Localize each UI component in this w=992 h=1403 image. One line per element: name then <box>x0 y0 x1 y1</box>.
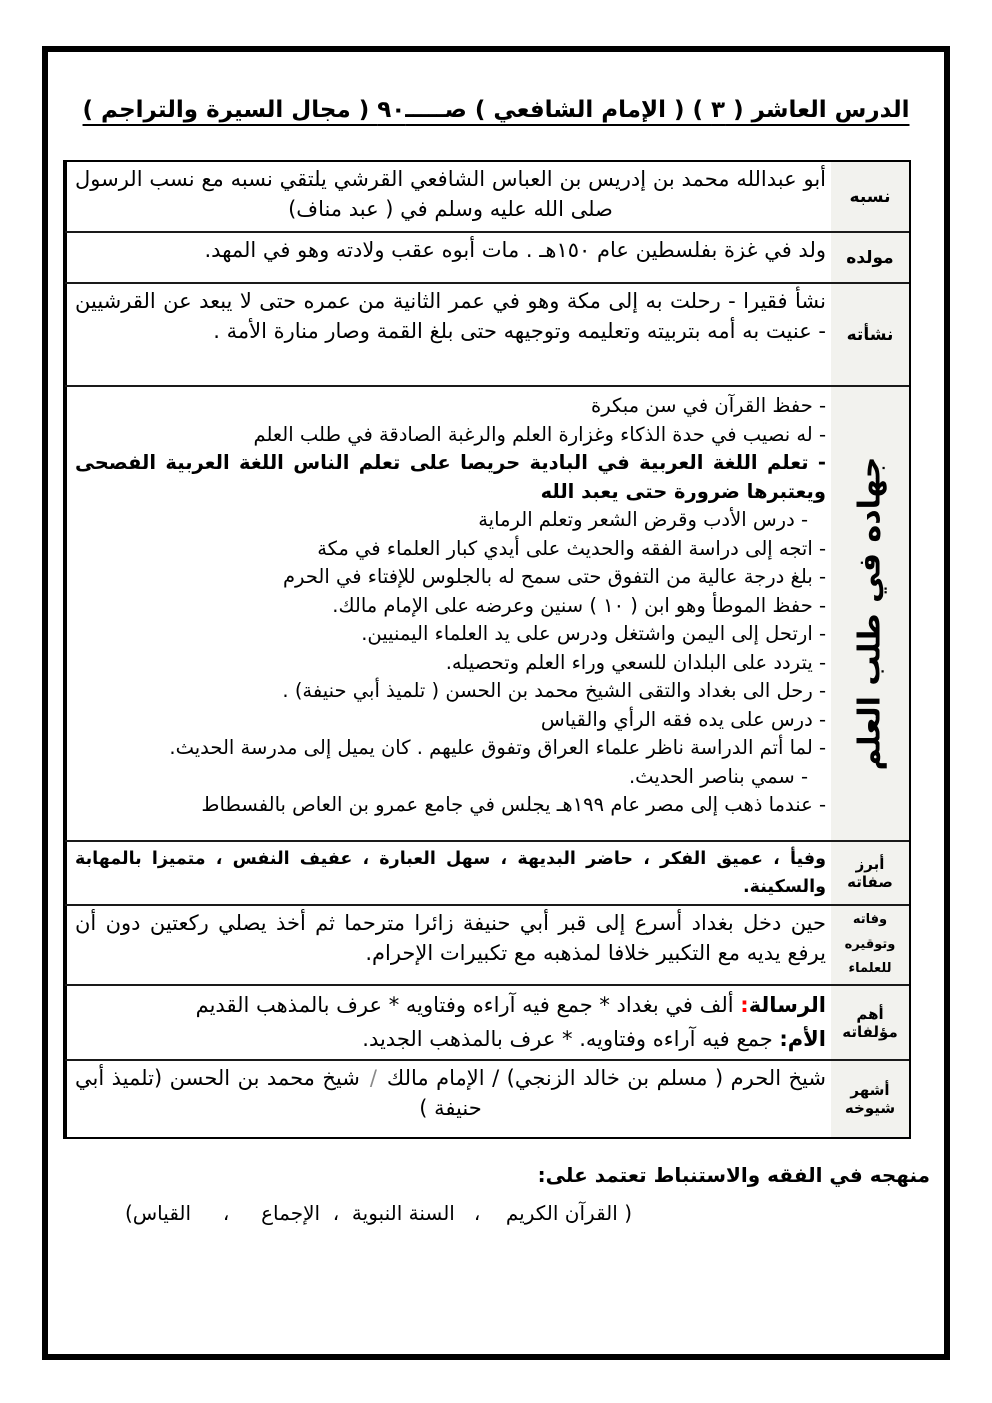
works-line-resala <box>75 989 826 1023</box>
jihad-item: - بلغ درجة عالية من التفوق حتى سمح له بالجلوس للإفتاء في الحرم <box>282 565 826 588</box>
row-content-works <box>65 986 831 1059</box>
sheikhs-part2: شيخ محمد بن الحسن (تلميذ أبي حنيفة ) <box>75 1066 482 1121</box>
works-text-resala: ألف في بغداد * جمع فيه آراءه وفتاويه * عرف بالمذهب القديم <box>195 993 741 1018</box>
jihad-item: - حفظ القرآن في سن مبكرة <box>590 394 826 417</box>
methodology-heading: منهجه في الفقه والاستنباط تعتمد على: <box>537 1163 930 1187</box>
methodology-sources: ( القرآن الكريم ، السنة النبوية ، الإجماع ، القياس) <box>124 1201 632 1225</box>
table-row-death <box>65 906 909 986</box>
row-content-sheikhs <box>65 1061 831 1137</box>
jihad-item: - درس على يده فقه الرأي والقياس <box>540 707 826 731</box>
table-row-upbringing <box>65 284 909 387</box>
row-content-upbringing: نشأ فقيرا - رحلت به إلى مكة وهو في عمر الثانية من عمره حتى لا يبعد عن القرشيين - عنيت به أمه بتربيته وتعليمه وتوجيهه حتى بلغ القمة وصار منارة الأمة . <box>65 284 831 385</box>
works-term-resala: الرسالة <box>748 993 826 1018</box>
table-row-lineage <box>65 162 909 233</box>
row-label-traits: أبرز صفاته <box>831 842 909 904</box>
jihad-item: - يتردد على البلدان للسعي وراء العلم وتحصيله. <box>445 650 826 674</box>
row-label-jihad <box>831 387 909 840</box>
row-label-lineage: نسبه <box>831 162 909 231</box>
works-text-umm: جمع فيه آراءه وفتاويه. * عرف بالمذهب الجديد. <box>362 1026 780 1051</box>
table-row-jihad <box>65 387 909 842</box>
jihad-item: - سمي بناصر الحديث. <box>628 764 808 788</box>
jihad-item: - اتجه إلى دراسة الفقه والحديث على أيدي كبار العلماء في مكة <box>317 536 826 560</box>
row-content-lineage: أبو عبدالله محمد بن إدريس بن العباس الشافعي القرشي يلتقي نسبه مع نسب الرسول صلى الله عليه وسلم في ( عبد مناف) <box>65 162 831 231</box>
jihad-item: - رحل الى بغداد والتقى الشيخ محمد بن الحسن ( تلميذ أبي حنيفة) . <box>282 679 826 702</box>
info-table <box>63 160 911 1139</box>
row-label-works: أهم مؤلفاته <box>831 986 909 1059</box>
jihad-item: - حفظ الموطأ وهو ابن ( ١٠ ) سنين وعرضه على الإمام مالك. <box>332 593 826 617</box>
red-colon: : <box>740 993 749 1018</box>
page-title: الدرس العاشر ( ٣ ) ( الإمام الشافعي ) صـــــ٩٠ ( مجال السيرة والتراجم ) <box>82 97 910 123</box>
row-label-birth: مولده <box>831 233 909 282</box>
row-label-upbringing: نشأته <box>831 284 909 385</box>
jihad-item: - درس الأدب وقرض الشعر وتعلم الرماية <box>478 508 808 531</box>
table-row-traits <box>65 842 909 906</box>
table-row-sheikhs <box>65 1061 909 1137</box>
jihad-item: - ارتحل إلى اليمن واشتغل ودرس على يد العلماء اليمنيين. <box>361 622 826 645</box>
vertical-label-jihad: جهاده في طلب العلم <box>852 456 888 771</box>
sheikhs-part1: شيخ الحرم ( مسلم بن خالد الزنجي) / الإمام مالك <box>386 1066 826 1091</box>
works-line-umm <box>75 1023 826 1057</box>
jihad-item: - لما أتم الدراسة ناظر علماء العراق وتفوق عليهم . كان يميل إلى مدرسة الحديث. <box>169 736 826 759</box>
row-content-traits: وفيأ ، عميق الفكر ، حاضر البديهة ، سهل العبارة ، عفيف النفس ، متميزا بالمهابة والسكينة. <box>65 842 831 904</box>
table-row-birth <box>65 233 909 284</box>
sheikhs-separator-slash: / <box>369 1066 377 1091</box>
row-label-sheikhs: أشهر شيوخه <box>831 1061 909 1137</box>
row-label-death: وفاته وتوقيره للعلماء <box>831 906 909 984</box>
works-term-umm: الأم: <box>779 1026 826 1051</box>
row-content-birth: ولد في غزة بفلسطين عام ١٥٠هـ . مات أبوه عقب ولادته وهو في المهد. <box>65 233 831 282</box>
jihad-item: - تعلم اللغة العربية في البادية حريصا على تعلم الناس اللغة العربية الفصحى ويعتبرها ضرورة حتى يعبد الله <box>75 451 826 503</box>
jihad-item: - له نصيب في حدة الذكاء وغزارة العلم والرغبة الصادقة في طلب العلم <box>253 422 826 446</box>
jihad-item: - عندما ذهب إلى مصر عام ١٩٩هـ يجلس في جامع عمرو بن العاص بالفسطاط <box>201 793 826 816</box>
row-content-death: حين دخل بغداد أسرع إلى قبر أبي حنيفة زائرا مترحما ثم أخذ يصلي ركعتين دون أن يرفع يديه مع التكبير خلافا لمذهبه مع تكبيرات الإحرام. <box>65 906 831 984</box>
row-content-jihad <box>65 387 831 840</box>
table-row-works <box>65 986 909 1061</box>
